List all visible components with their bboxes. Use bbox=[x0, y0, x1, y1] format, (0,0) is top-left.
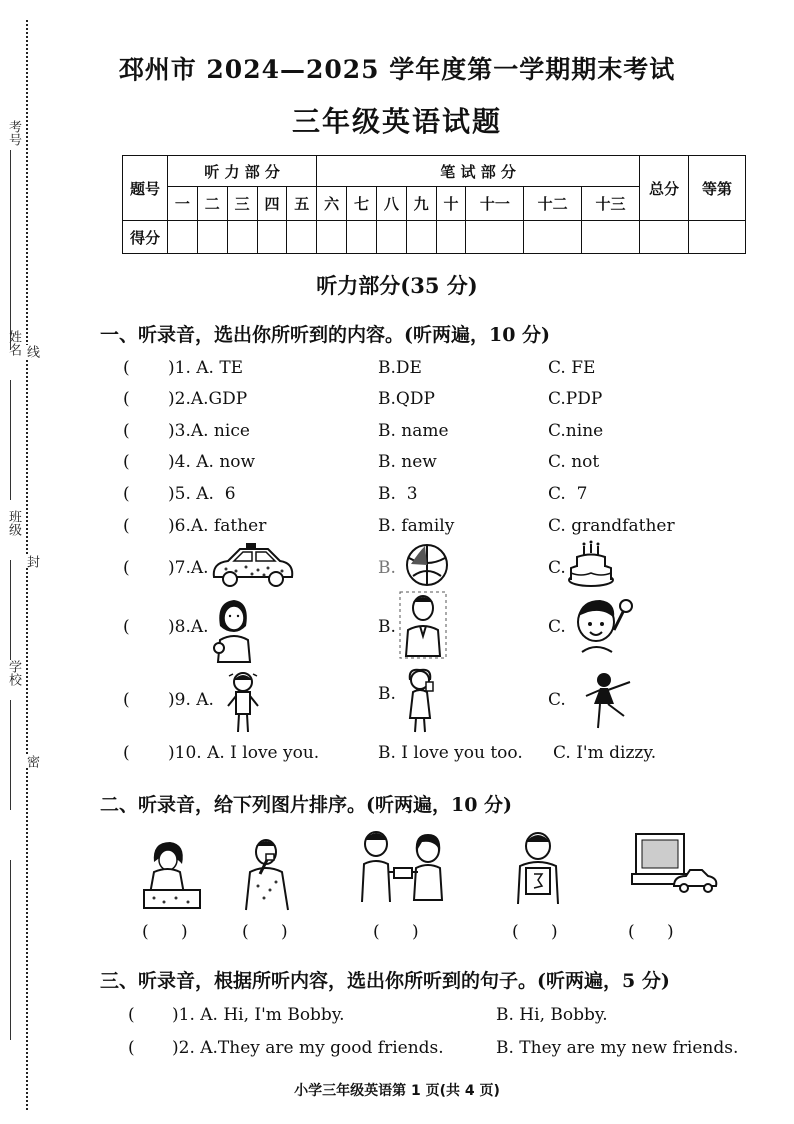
boy-picture bbox=[398, 590, 448, 660]
waving-boy-picture bbox=[572, 596, 634, 654]
option-c: C. bbox=[548, 558, 566, 578]
col-2: 二 bbox=[197, 187, 227, 221]
order-blank[interactable]: ( ) bbox=[512, 922, 558, 942]
listening-section-title: 听力部分(35 分) bbox=[316, 273, 478, 298]
col-4: 四 bbox=[257, 187, 287, 221]
col-7: 七 bbox=[347, 187, 377, 221]
option-b: B. name bbox=[378, 421, 449, 441]
girl-picture bbox=[210, 596, 254, 664]
grade-cell[interactable] bbox=[689, 221, 746, 254]
score-cell[interactable] bbox=[406, 221, 436, 254]
question-stem: )2.A.GDP bbox=[168, 389, 248, 409]
option-c: C. not bbox=[548, 452, 600, 472]
score-cell[interactable] bbox=[436, 221, 466, 254]
answer-paren[interactable]: ( bbox=[123, 389, 130, 409]
total-score-cell[interactable] bbox=[640, 221, 689, 254]
score-table bbox=[122, 155, 746, 254]
col-3: 三 bbox=[227, 187, 257, 221]
question-stem: )1. A. Hi, I'm Bobby. bbox=[172, 1005, 345, 1025]
question-stem: )6.A. father bbox=[168, 516, 267, 536]
class-label: 班级 bbox=[6, 510, 21, 536]
order-blank[interactable]: ( ) bbox=[242, 922, 288, 942]
question-row bbox=[0, 389, 794, 417]
col-8: 八 bbox=[376, 187, 406, 221]
school-label: 学校 bbox=[6, 660, 21, 686]
fill-line bbox=[10, 150, 11, 350]
score-cell[interactable] bbox=[287, 221, 317, 254]
answer-paren[interactable]: ( bbox=[123, 452, 130, 472]
boy-showing-card-picture bbox=[514, 830, 562, 906]
question-stem: )10. A. I love you. bbox=[168, 743, 320, 763]
question-row bbox=[0, 1038, 794, 1066]
dizzy-boy-picture bbox=[226, 670, 260, 734]
books-and-toy-cars-picture bbox=[630, 830, 720, 896]
score-cell[interactable] bbox=[197, 221, 227, 254]
exam-subtitle: 三年级英语试题 bbox=[291, 105, 502, 138]
score-cell[interactable] bbox=[582, 221, 640, 254]
written-header: 笔 试 部 分 bbox=[317, 156, 640, 187]
option-c: C. bbox=[548, 617, 566, 637]
option-b: B.QDP bbox=[378, 389, 435, 409]
part2-heading: 二、听录音，给下列图片排序。(听两遍，10 分) bbox=[100, 794, 513, 816]
question-row bbox=[0, 516, 794, 544]
col-1: 一 bbox=[168, 187, 198, 221]
answer-paren[interactable]: ( bbox=[123, 358, 130, 378]
score-cell[interactable] bbox=[317, 221, 347, 254]
question-row bbox=[0, 558, 794, 586]
option-b: B. new bbox=[378, 452, 437, 472]
grade-header: 等第 bbox=[689, 156, 746, 221]
col-9: 九 bbox=[406, 187, 436, 221]
question-stem: )9. A. bbox=[168, 690, 214, 710]
col-6: 六 bbox=[317, 187, 347, 221]
seal-feng: 封 bbox=[24, 555, 39, 568]
question-row bbox=[0, 684, 794, 718]
option-b: B. I love you too. bbox=[378, 743, 523, 763]
question-row bbox=[0, 421, 794, 449]
option-b: B. 3 bbox=[378, 484, 418, 504]
part3-heading: 三、听录音，根据所听内容，选出你所听到的句子。(听两遍，5 分) bbox=[100, 970, 670, 992]
score-row-label: 得分 bbox=[123, 221, 168, 254]
option-c: C. bbox=[548, 690, 566, 710]
seal-mi: 密 bbox=[24, 755, 39, 768]
exam-number-label: 考号 bbox=[6, 120, 21, 146]
ball-picture bbox=[403, 542, 451, 588]
children-giving-gift-picture bbox=[356, 828, 448, 908]
answer-paren[interactable]: ( bbox=[123, 558, 130, 578]
page-footer: 小学三年级英语第 1 页(共 4 页) bbox=[294, 1083, 500, 1099]
question-stem: )8.A. bbox=[168, 617, 209, 637]
option-b: B.DE bbox=[378, 358, 422, 378]
score-cell[interactable] bbox=[347, 221, 377, 254]
question-stem: )4. A. now bbox=[168, 452, 256, 472]
option-c: C. grandfather bbox=[548, 516, 675, 536]
question-row bbox=[0, 743, 794, 771]
option-b: B. Hi, Bobby. bbox=[496, 1005, 608, 1025]
answer-paren[interactable]: ( bbox=[123, 421, 130, 441]
question-stem: )7.A. bbox=[168, 558, 209, 578]
score-cell[interactable] bbox=[524, 221, 582, 254]
option-b: B. family bbox=[378, 516, 455, 536]
exam-title: 邳州市 2024—2025 学年度第一学期期末考试 bbox=[118, 55, 676, 84]
option-c: C. 7 bbox=[548, 484, 588, 504]
order-blank[interactable]: ( ) bbox=[142, 922, 188, 942]
answer-paren[interactable]: ( bbox=[128, 1005, 135, 1025]
question-row bbox=[0, 617, 794, 645]
col-12: 十二 bbox=[524, 187, 582, 221]
option-c: C. I'm dizzy. bbox=[553, 743, 657, 763]
question-row bbox=[0, 484, 794, 512]
question-row bbox=[0, 452, 794, 480]
question-stem: )5. A. 6 bbox=[168, 484, 236, 504]
answer-paren[interactable]: ( bbox=[123, 484, 130, 504]
option-c: C. FE bbox=[548, 358, 596, 378]
col-13: 十三 bbox=[582, 187, 640, 221]
option-b: B. bbox=[378, 558, 396, 578]
total-header: 总分 bbox=[640, 156, 689, 221]
option-b: B. bbox=[378, 684, 396, 704]
option-b: B. They are my new friends. bbox=[496, 1038, 739, 1058]
question-stem: )3.A. nice bbox=[168, 421, 250, 441]
answer-paren[interactable]: ( bbox=[123, 516, 130, 536]
question-stem: )1. A. TE bbox=[168, 358, 244, 378]
girl-sitting-picture bbox=[140, 838, 202, 910]
seal-xian: 线 bbox=[24, 345, 39, 358]
question-row bbox=[0, 1005, 794, 1033]
girl-drinking-picture bbox=[404, 668, 438, 734]
option-c: C.nine bbox=[548, 421, 604, 441]
answer-paren[interactable]: ( bbox=[123, 617, 130, 637]
answer-paren[interactable]: ( bbox=[128, 1038, 135, 1058]
birthday-cake-picture bbox=[566, 540, 616, 588]
answer-paren[interactable]: ( bbox=[123, 743, 130, 763]
answer-paren[interactable]: ( bbox=[123, 690, 130, 710]
score-cell[interactable] bbox=[466, 221, 524, 254]
score-cell[interactable] bbox=[227, 221, 257, 254]
col-5: 五 bbox=[287, 187, 317, 221]
listening-header: 听 力 部 分 bbox=[168, 156, 317, 187]
boy-sneezing-picture bbox=[240, 836, 300, 912]
name-label: 姓名 bbox=[6, 330, 21, 356]
option-c: C.PDP bbox=[548, 389, 603, 409]
question-row bbox=[0, 358, 794, 386]
order-blank[interactable]: ( ) bbox=[373, 922, 419, 942]
part1-heading: 一、听录音，选出你所听到的内容。(听两遍，10 分) bbox=[100, 324, 551, 346]
option-b: B. bbox=[378, 617, 396, 637]
car-picture bbox=[206, 541, 296, 589]
order-blank[interactable]: ( ) bbox=[628, 922, 674, 942]
dancing-girl-picture bbox=[584, 670, 634, 732]
question-number-header: 题号 bbox=[123, 156, 168, 221]
score-cell[interactable] bbox=[168, 221, 198, 254]
col-10: 十 bbox=[436, 187, 466, 221]
score-cell[interactable] bbox=[376, 221, 406, 254]
col-11: 十一 bbox=[466, 187, 524, 221]
score-cell[interactable] bbox=[257, 221, 287, 254]
question-stem: )2. A.They are my good friends. bbox=[172, 1038, 444, 1058]
